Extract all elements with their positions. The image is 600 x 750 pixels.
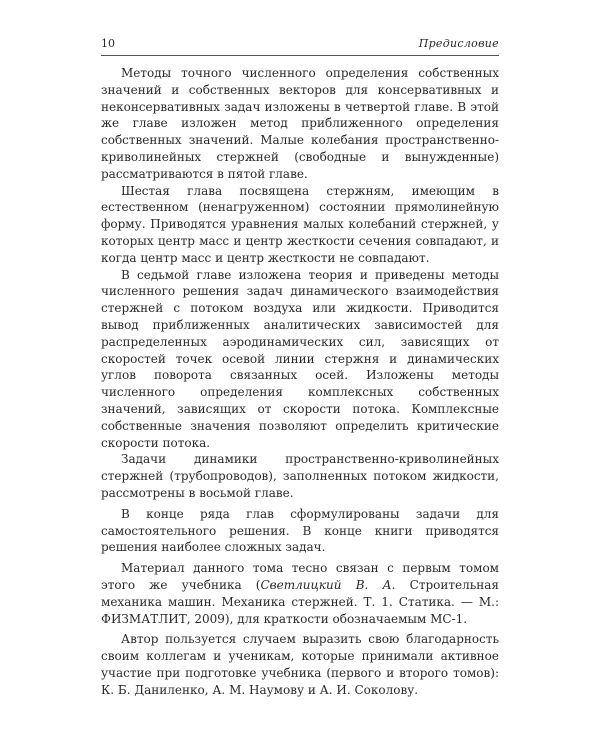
page-number: 10 <box>101 37 115 50</box>
paragraph: Шестая глава посвящена стержням, имеющим в естественном (ненагруженном) состоянии прямолинейную форму. Приводятся уравнения малых колебаний стержней, у которых центр масс и центр жесткости сечения совпадают, и когда центр масс и центр жесткости не совпадают. <box>101 183 499 265</box>
reference-paragraph <box>101 560 499 627</box>
header-rule <box>101 55 499 56</box>
running-title: Предисловие <box>418 37 499 50</box>
page-header <box>101 35 499 53</box>
paragraph: Задачи динамики пространственно-криволинейных стержней (трубопроводов), заполненных потоком жидкости, рассмотрены в восьмой главе. <box>101 452 499 500</box>
reference-author: Светлицкий В. А. <box>260 577 396 592</box>
paragraph: В седьмой главе изложена теория и приведены методы численного решения задач динамического взаимодействия стержней с потоком воздуха или жидкости. Приводится вывод приближенных аналитических зависимостей для распределенных аэродинамических сил, зависящих от скоростей точек осевой линии стержня и динамических углов поворота связанных осей. Изложены методы численного определения комплексных собственных значений, зависящих от скорости потока. Комплексные собственные значения позволяют определить критические скорости потока. <box>101 267 499 450</box>
reference-text-before: Материал данного тома тесно связан с первым томом этого же учебника ( <box>101 561 499 592</box>
body-text <box>101 65 499 698</box>
acknowledgement-paragraph: Автор пользуется случаем выразить свою благодарность своим коллегам и ученикам, которые принимали активное участие при подготовке учебника (первого и второго томов): К. Б. Даниленко, А. М. Наумову и А. И. Соколову. <box>101 632 499 697</box>
paragraph: В конце ряда глав сформулированы задачи для самостоятельного решения. В конце книги приводятся решения наиболее сложных задач. <box>101 506 499 555</box>
reference-text-after: Строительная механика машин. Механика стержней. Т. 1. Статика. — М.: ФИЗМАТЛИТ, 2009), для краткости обозначаемым МС-1. <box>101 577 499 626</box>
paragraph: Методы точного численного определения собственных значений и собственных векторов для консервативных и неконсервативных задач изложены в четвертой главе. В этой же главе изложен метод приближенного определения собственных значений. Малые колебания пространственно-криволинейных стержней (свободные и вынужденные) рассматриваются в пятой главе. <box>101 66 499 181</box>
